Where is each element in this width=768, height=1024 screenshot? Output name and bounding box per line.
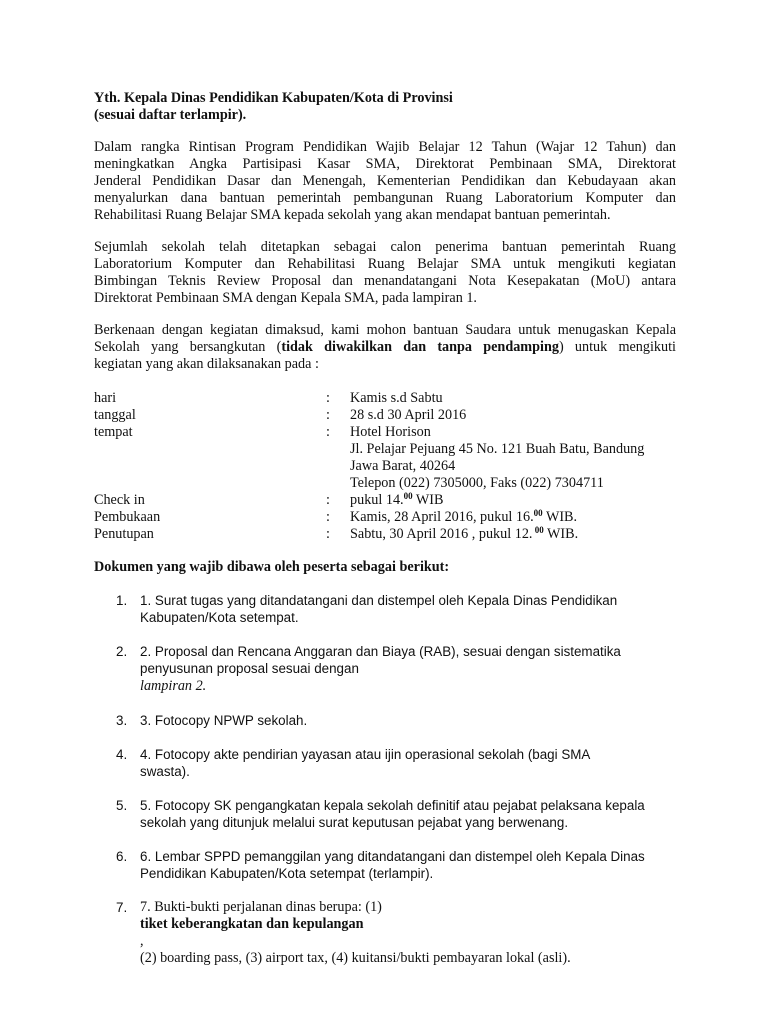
schedule-row-hari [94, 390, 694, 407]
schedule-colon: : [326, 424, 330, 440]
schedule-label: hari [94, 390, 117, 406]
schedule-value [350, 492, 443, 509]
list-marker: 4. [116, 747, 128, 762]
list-item [116, 712, 676, 729]
schedule-row-province [94, 458, 694, 475]
paragraph-line: kegiatan yang akan dilaksanakan pada : [94, 356, 319, 372]
time-text: Sabtu, 30 April 2016 , pukul 12. [350, 526, 533, 542]
time-minutes: 00 [532, 525, 544, 535]
schedule-row-phone [94, 475, 694, 492]
paragraph-line: Rehabilitasi Ruang Belajar SMA kepada sekolah yang akan mendapat bantuan pemerintah. [94, 207, 611, 223]
schedule-colon: : [326, 407, 330, 423]
list-item-line: (2) boarding pass, (3) airport tax, (4) kuitansi/bukti pembayaran lokal (asli). [140, 950, 571, 966]
list-item-line: 2. Proposal dan Rencana Anggaran dan Biaya (RAB), sesuai dengan sistematika [140, 644, 621, 659]
documents-list [116, 592, 676, 984]
paragraph-line: meningkatkan Angka Partisipasi Kasar SMA, Direktorat Pembinaan SMA, Direktorat [94, 156, 676, 172]
list-item-body [140, 746, 676, 780]
time-suffix: WIB. [542, 509, 578, 525]
emphasis-text: tidak diwakilkan dan tanpa pendamping [281, 339, 559, 355]
schedule-label: Penutupan [94, 526, 154, 542]
paragraph-line: Sejumlah sekolah telah ditetapkan sebagai calon penerima bantuan pemerintah Ruang [94, 239, 676, 255]
schedule-colon: : [326, 492, 330, 508]
list-item-line: 6. Lembar SPPD pemanggilan yang ditandatangani dan distempel oleh Kepala Dinas [140, 849, 645, 864]
list-item [116, 848, 676, 882]
schedule-row-pembukaan [94, 509, 694, 526]
paragraph-line: Dalam rangka Rintisan Program Pendidikan Wajib Belajar 12 Tahun (Wajar 12 Tahun) dan [94, 139, 676, 155]
list-item [116, 643, 676, 695]
list-item-body [140, 797, 676, 831]
list-marker: 5. [116, 798, 128, 813]
list-item-line: Kabupaten/Kota setempat. [140, 610, 299, 625]
paragraph-text: ) untuk mengikuti [558, 339, 676, 355]
schedule-row-checkin [94, 492, 694, 509]
schedule-row-penutupan [94, 526, 694, 543]
schedule-label: Pembukaan [94, 509, 161, 525]
addressee-note: (sesuai daftar terlampir). [94, 107, 247, 123]
list-item [116, 592, 676, 626]
list-item-line: swasta). [140, 764, 190, 779]
time-minutes: 00 [533, 508, 543, 518]
venue-phone: Telepon (022) 7305000, Faks (022) 7304711 [350, 475, 604, 491]
attachment-reference: lampiran 2. [140, 678, 207, 694]
time-text: Kamis, 28 April 2016, pukul 16. [350, 509, 534, 525]
schedule-colon: : [326, 526, 330, 542]
list-item-line [140, 899, 676, 950]
schedule-label: tanggal [94, 407, 136, 423]
schedule-colon: : [326, 509, 330, 525]
schedule-colon: : [326, 390, 330, 406]
list-item-body [140, 592, 676, 626]
paragraph-line: Berkenaan dengan kegiatan dimaksud, kami mohon bantuan Saudara untuk menugaskan Kepala [94, 322, 676, 338]
schedule-row-tanggal [94, 407, 694, 424]
list-item-body [140, 643, 676, 695]
paragraph-1 [94, 139, 676, 224]
paragraph-line: Direktorat Pembinaan SMA dengan Kepala SMA, pada lampiran 1. [94, 290, 477, 306]
list-item-line [140, 660, 676, 695]
list-item-line: 1. Surat tugas yang ditandatangani dan distempel oleh Kepala Dinas Pendidikan [140, 593, 618, 608]
schedule-label: tempat [94, 424, 133, 440]
addressee [94, 90, 676, 124]
list-item-text: 7. Bukti-bukti perjalanan dinas berupa: (1) [140, 899, 382, 915]
documents-heading: Dokumen yang wajib dibawa oleh peserta sebagai berikut: [94, 559, 450, 575]
paragraph-3 [94, 322, 676, 373]
paragraph-text: Sekolah yang bersangkutan ( [94, 339, 282, 355]
schedule-value [350, 526, 578, 543]
schedule-label: Check in [94, 492, 145, 508]
schedule-row-address [94, 441, 694, 458]
paragraph-line: Jenderal Pendidikan Dasar dan Menengah, Kementerian Pendidikan dan Kebudayaan akan [94, 173, 676, 189]
list-item-text: , [140, 933, 144, 949]
time-suffix: WIB. [543, 526, 579, 542]
list-item-line: 5. Fotocopy SK pengangkatan kepala sekolah definitif atau pejabat pelaksana kepala [140, 798, 645, 813]
time-suffix: WIB [412, 492, 444, 508]
list-item-line: 4. Fotocopy akte pendirian yayasan atau ijin operasional sekolah (bagi SMA [140, 747, 591, 762]
list-item [116, 899, 676, 967]
emphasis-text: tiket keberangkatan dan kepulangan [140, 916, 364, 932]
list-item [116, 746, 676, 780]
time-minutes: 00 [403, 491, 413, 501]
venue-address: Jl. Pelajar Pejuang 45 No. 121 Buah Batu, Bandung [350, 441, 645, 457]
paragraph-line: Bimbingan Teknis Review Proposal dan menandatangani Nota Kesepakatan (MoU) antara [94, 273, 676, 289]
list-marker: 3. [116, 713, 128, 728]
list-item-body [140, 848, 676, 882]
addressee-line: Yth. Kepala Dinas Pendidikan Kabupaten/Kota di Provinsi [94, 90, 453, 106]
list-item-body [140, 899, 676, 967]
list-item-line: sekolah yang ditunjuk melalui surat keputusan pejabat yang berwenang. [140, 815, 569, 830]
paragraph-2 [94, 239, 676, 307]
venue-province: Jawa Barat, 40264 [350, 458, 456, 474]
time-text: pukul 14. [350, 492, 404, 508]
schedule-value: Hotel Horison [350, 424, 431, 440]
schedule-value: 28 s.d 30 April 2016 [350, 407, 467, 423]
schedule-value [350, 509, 577, 526]
list-marker: 7. [116, 900, 128, 915]
list-item-line: Pendidikan Kabupaten/Kota setempat (terlampir). [140, 866, 434, 881]
paragraph-line: Laboratorium Komputer dan Rehabilitasi Ruang Belajar SMA untuk mengikuti kegiatan [94, 256, 676, 272]
schedule-table [94, 390, 694, 543]
paragraph-line: menyalurkan dana bantuan pemerintah pembangunan Ruang Laboratorium Komputer dan [94, 190, 676, 206]
list-marker: 2. [116, 644, 128, 659]
list-item [116, 797, 676, 831]
list-item-text: penyusunan proposal sesuai dengan [140, 661, 359, 676]
schedule-value: Kamis s.d Sabtu [350, 390, 443, 406]
list-item-body [140, 712, 676, 729]
list-item-line: 3. Fotocopy NPWP sekolah. [140, 713, 308, 728]
schedule-row-tempat [94, 424, 694, 441]
list-marker: 6. [116, 849, 128, 864]
paragraph-line [94, 339, 676, 356]
list-marker: 1. [116, 593, 128, 608]
